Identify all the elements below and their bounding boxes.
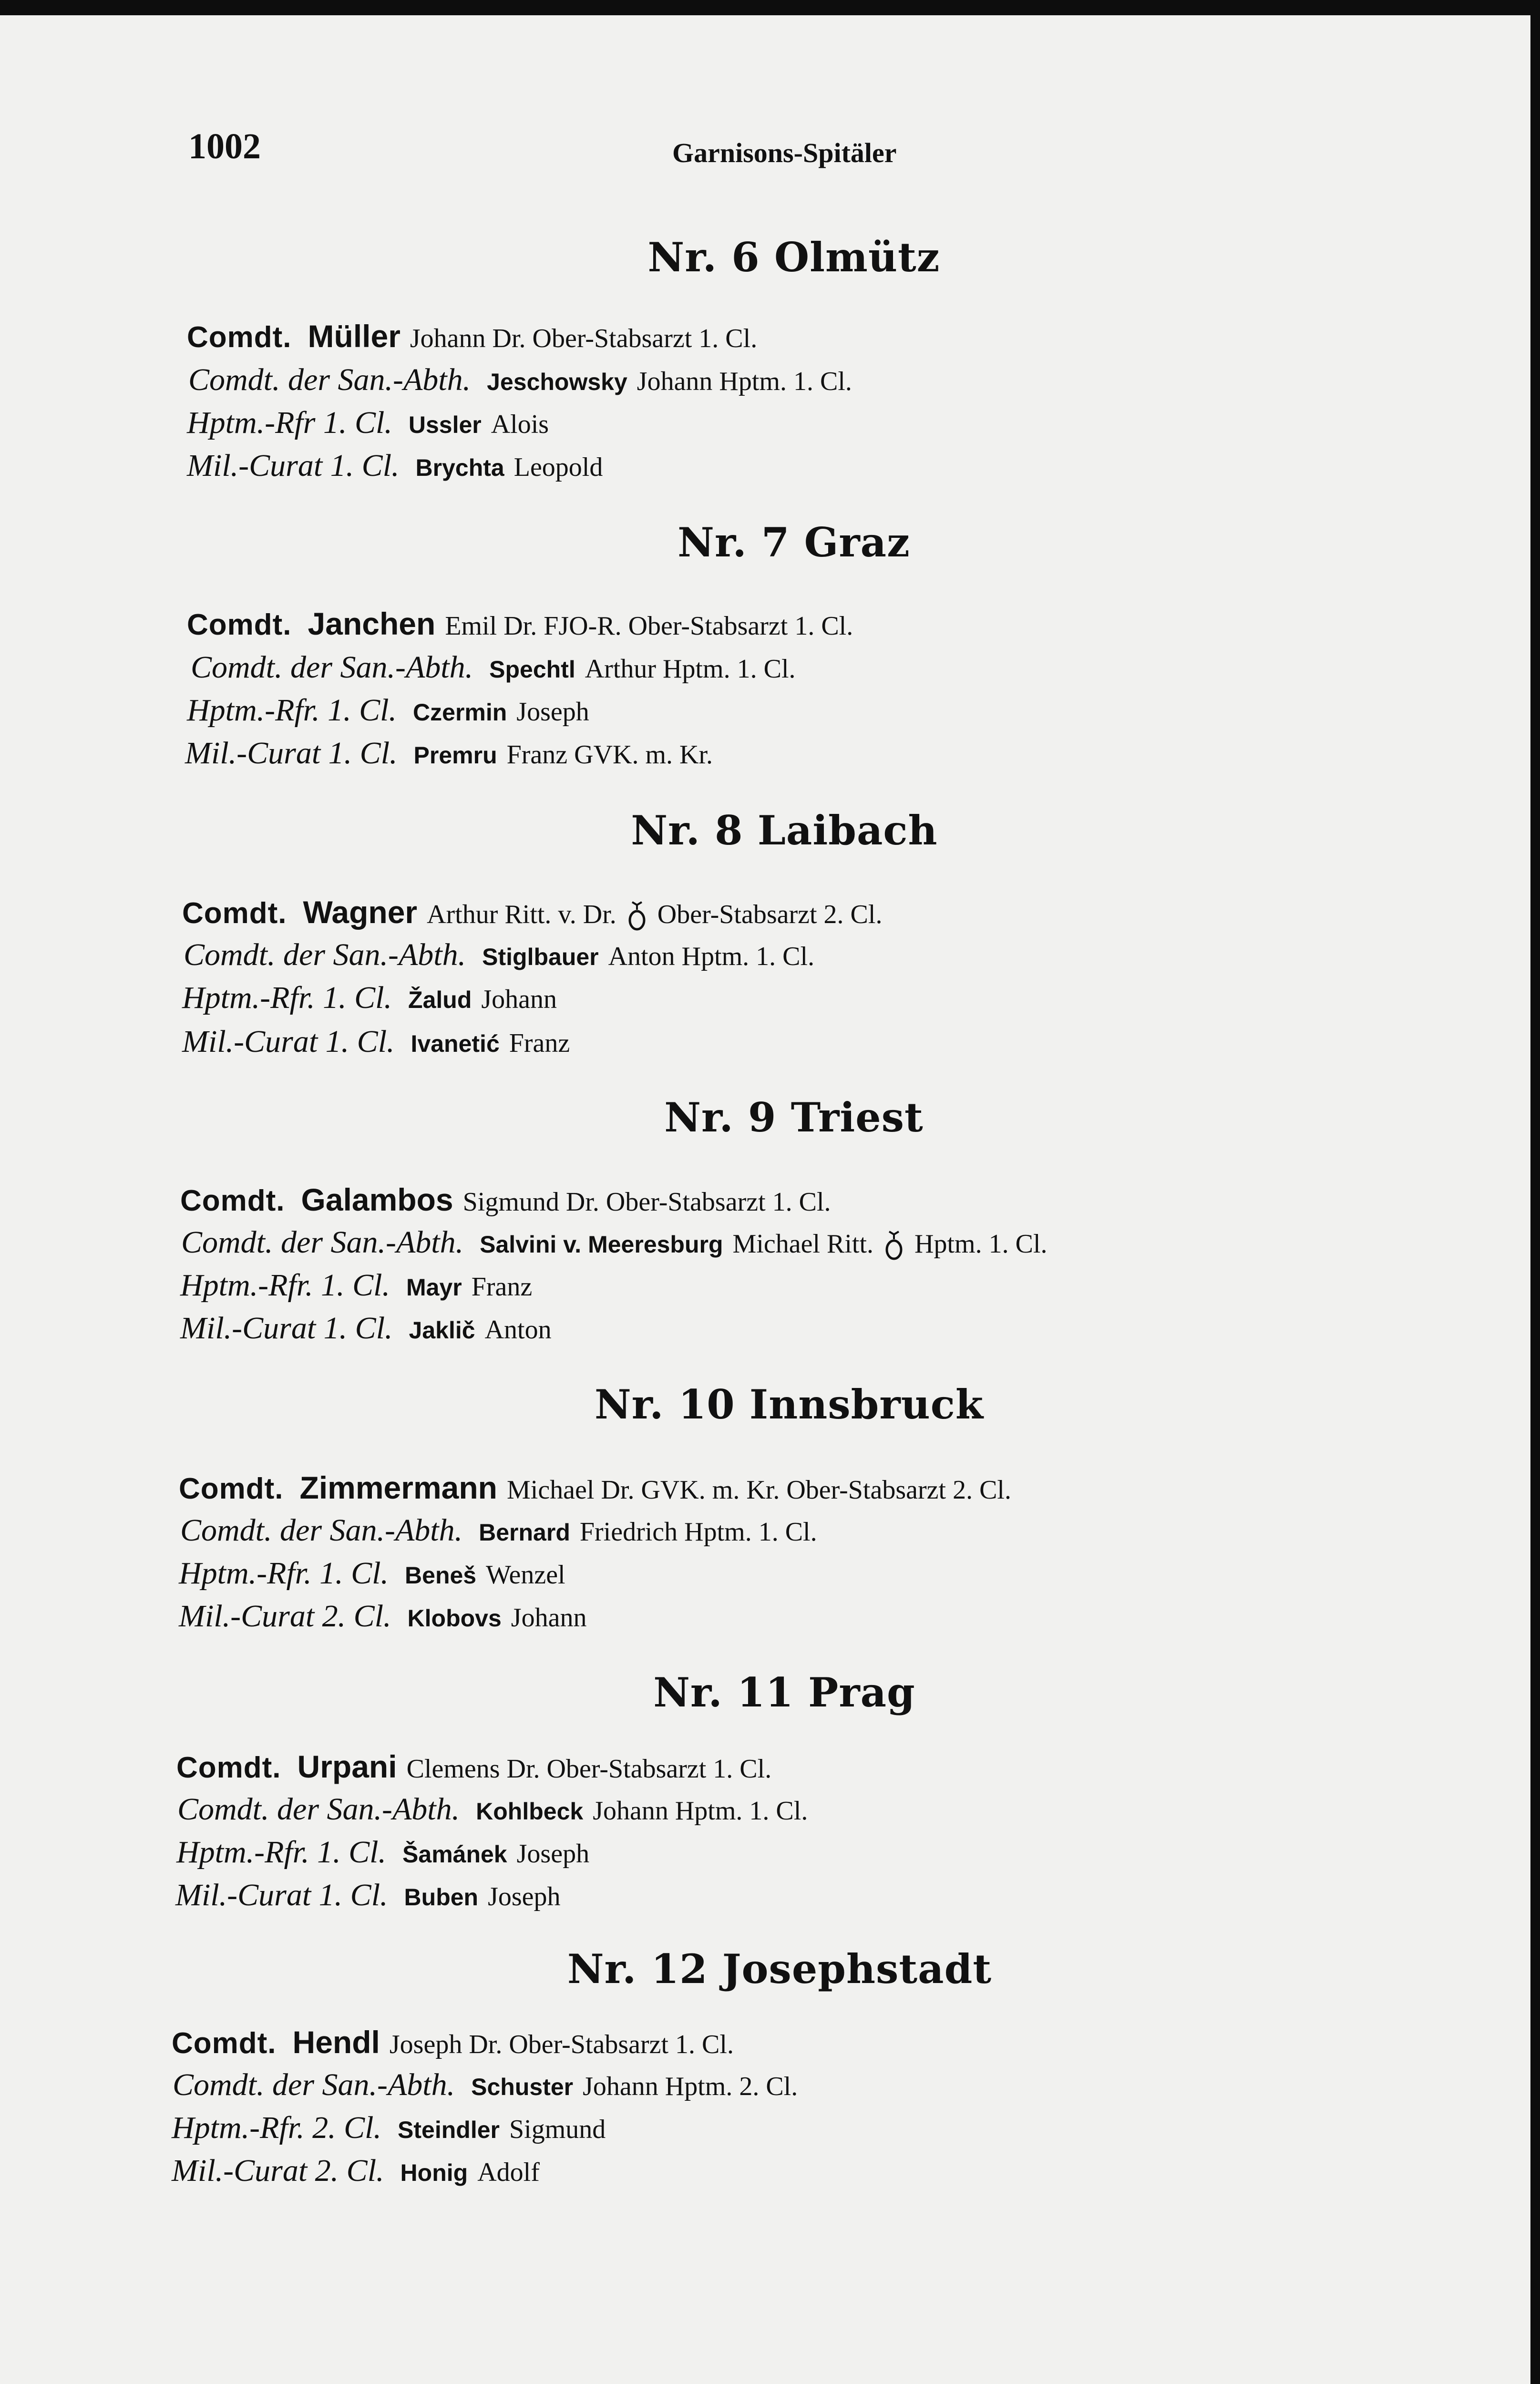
section-heading: Nr. 9 Triest <box>664 1094 924 1141</box>
entry-surname: Brychta <box>415 454 504 481</box>
entry <box>180 1184 831 1216</box>
entry-surname: Kohlbeck <box>476 1798 584 1825</box>
entry-surname: Jeschowsky <box>487 369 627 395</box>
entry <box>180 1515 817 1546</box>
order-decoration-icon <box>883 1229 905 1262</box>
entry-role: Comdt. der San.-Abth. <box>173 2067 455 2102</box>
entry-role: Comdt. <box>180 1184 285 1217</box>
section-heading: Nr. 12 Josephstadt <box>567 1945 992 1993</box>
entry-surname: Stiglbauer <box>482 944 599 970</box>
entry-surname: Klobovs <box>407 1605 502 1632</box>
entry <box>181 1227 1047 1262</box>
entry-surname: Beneš <box>405 1562 477 1589</box>
page <box>0 15 1530 2384</box>
entry <box>179 1472 1011 1504</box>
entry-surname: Premru <box>413 742 497 769</box>
entry <box>187 320 757 352</box>
entry-details: Michael Ritt. <box>732 1229 874 1259</box>
entry-details: Anton Hptm. 1. Cl. <box>608 942 815 971</box>
entry <box>179 1601 586 1632</box>
entry <box>182 982 557 1014</box>
entry-details: Anton <box>484 1315 552 1345</box>
entry-surname: Honig <box>400 2159 468 2186</box>
entry-details: Johann <box>511 1603 587 1633</box>
entry <box>191 652 796 683</box>
entry-role: Hptm.-Rfr 1. Cl. <box>187 405 392 440</box>
entry-surname: Janchen <box>308 606 436 641</box>
entry-details: Johann Hptm. 1. Cl. <box>637 367 852 396</box>
entry-surname: Mayr <box>406 1274 462 1301</box>
entry-surname: Urpani <box>297 1749 397 1784</box>
entry <box>188 364 852 396</box>
entry-surname: Steindler <box>398 2117 500 2143</box>
entry <box>179 1558 565 1589</box>
entry <box>187 407 549 439</box>
section-heading: Nr. 7 Graz <box>678 519 910 566</box>
order-decoration-icon <box>626 899 648 933</box>
entry-role: Mil.-Curat 1. Cl. <box>182 1024 395 1059</box>
entry <box>172 2112 606 2144</box>
entry-role: Hptm.-Rfr. 1. Cl. <box>179 1556 389 1591</box>
entry <box>172 2155 540 2187</box>
section-heading: Nr. 8 Laibach <box>631 807 938 854</box>
entry-surname: Jaklič <box>409 1317 475 1344</box>
entry-role: Mil.-Curat 1. Cl. <box>185 736 398 771</box>
entry-details: Michael Dr. GVK. m. Kr. Ober-Stabsarzt 2. Cl. <box>506 1475 1011 1505</box>
entry-details: Friedrich Hptm. 1. Cl. <box>579 1517 817 1547</box>
entry-role: Mil.-Curat 1. Cl. <box>180 1311 393 1346</box>
entry-role: Comdt. <box>182 897 287 930</box>
entry-surname: Zimmermann <box>299 1470 497 1505</box>
entry-role: Mil.-Curat 1. Cl. <box>187 448 400 483</box>
entry-details: Clemens Dr. Ober-Stabsarzt 1. Cl. <box>406 1754 772 1784</box>
entry-surname: Ussler <box>408 411 482 438</box>
running-title: Garnisons-Spitäler <box>672 137 897 168</box>
entry-surname: Hendl <box>292 2024 380 2060</box>
entry-details: Wenzel <box>486 1560 565 1590</box>
entry-role: Comdt. <box>172 2027 277 2060</box>
entry <box>187 450 603 482</box>
entry-surname: Šamánek <box>402 1841 507 1868</box>
entry-role: Comdt. der San.-Abth. <box>177 1792 460 1827</box>
entry-details: Joseph <box>488 1882 561 1911</box>
entry-surname: Müller <box>308 319 400 354</box>
entry-details: Joseph <box>516 1839 590 1869</box>
entry-details: Joseph Dr. Ober-Stabsarzt 1. Cl. <box>389 2030 734 2059</box>
entry-surname: Salvini v. Meeresburg <box>480 1231 723 1258</box>
entry <box>182 1026 570 1058</box>
entry-role: Mil.-Curat 1. Cl. <box>175 1878 388 1912</box>
entry-details: Franz <box>471 1272 533 1302</box>
entry-role: Mil.-Curat 2. Cl. <box>172 2153 384 2188</box>
entry-role: Comdt. der San.-Abth. <box>181 1225 464 1260</box>
entry-role: Hptm.-Rfr. 1. Cl. <box>187 693 397 728</box>
entry-details: Ober-Stabsarzt 2. Cl. <box>657 900 883 929</box>
entry-role: Comdt. der San.-Abth. <box>191 650 473 685</box>
entry <box>187 608 853 640</box>
entry-role: Comdt. <box>187 321 292 354</box>
entry-surname: Žalud <box>408 986 472 1013</box>
entry-details: Sigmund Dr. Ober-Stabsarzt 1. Cl. <box>462 1187 831 1217</box>
section-heading: Nr. 6 Olmütz <box>647 234 940 281</box>
entry-details: Franz GVK. m. Kr. <box>506 740 713 770</box>
entry <box>187 695 589 726</box>
entry-details: Johann <box>481 985 557 1014</box>
entry-details: Joseph <box>516 697 589 727</box>
entry-details: Johann Dr. Ober-Stabsarzt 1. Cl. <box>410 324 758 353</box>
entry <box>173 2069 798 2101</box>
entry-details: Arthur Ritt. v. Dr. <box>427 900 616 929</box>
entry-details: Alois <box>491 410 549 439</box>
entry <box>180 1313 552 1344</box>
entry-surname: Ivanetić <box>411 1030 500 1057</box>
entry-role: Comdt. <box>176 1751 281 1784</box>
entry <box>176 1837 589 1868</box>
entry-role: Comdt. <box>179 1472 284 1505</box>
entry-role: Comdt. der San.-Abth. <box>184 937 466 972</box>
entry-details: Franz <box>509 1028 570 1058</box>
entry-role: Comdt. der San.-Abth. <box>188 362 471 397</box>
section-heading: Nr. 10 Innsbruck <box>594 1381 984 1428</box>
entry-surname: Bernard <box>479 1519 570 1546</box>
entry-details: Leopold <box>513 452 603 482</box>
entry-surname: Czermin <box>413 699 507 726</box>
entry-details: Adolf <box>477 2158 540 2187</box>
entry-surname: Galambos <box>301 1182 453 1217</box>
entry-role: Comdt. <box>187 608 292 641</box>
entry-role: Hptm.-Rfr. 1. Cl. <box>182 980 392 1015</box>
entry <box>175 1880 561 1911</box>
entry <box>182 896 882 933</box>
entry-surname: Buben <box>404 1884 479 1911</box>
section-heading: Nr. 11 Prag <box>653 1669 915 1716</box>
entry <box>176 1751 771 1783</box>
entry-role: Hptm.-Rfr. 1. Cl. <box>176 1835 387 1870</box>
entry-role: Comdt. der San.-Abth. <box>180 1513 463 1548</box>
entry-surname: Schuster <box>471 2074 574 2100</box>
entry-details: Hptm. 1. Cl. <box>914 1229 1047 1259</box>
entry <box>185 738 713 769</box>
entry-role: Hptm.-Rfr. 1. Cl. <box>180 1268 390 1303</box>
entry-details: Emil Dr. FJO-R. Ober-Stabsarzt 1. Cl. <box>445 611 853 641</box>
entry-details: Sigmund <box>509 2115 606 2144</box>
entry-role: Mil.-Curat 2. Cl. <box>179 1599 391 1634</box>
entry-surname: Wagner <box>303 894 418 930</box>
entry-surname: Spechtl <box>489 656 575 683</box>
entry <box>177 1794 808 1825</box>
entry-details: Johann Hptm. 1. Cl. <box>593 1796 808 1826</box>
entry-details: Johann Hptm. 2. Cl. <box>583 2072 798 2101</box>
entry-details: Arthur Hptm. 1. Cl. <box>585 654 796 684</box>
entry <box>184 939 814 971</box>
page-number: 1002 <box>188 126 261 166</box>
entry <box>172 2026 734 2058</box>
entry-role: Hptm.-Rfr. 2. Cl. <box>172 2110 382 2145</box>
entry <box>180 1270 532 1301</box>
